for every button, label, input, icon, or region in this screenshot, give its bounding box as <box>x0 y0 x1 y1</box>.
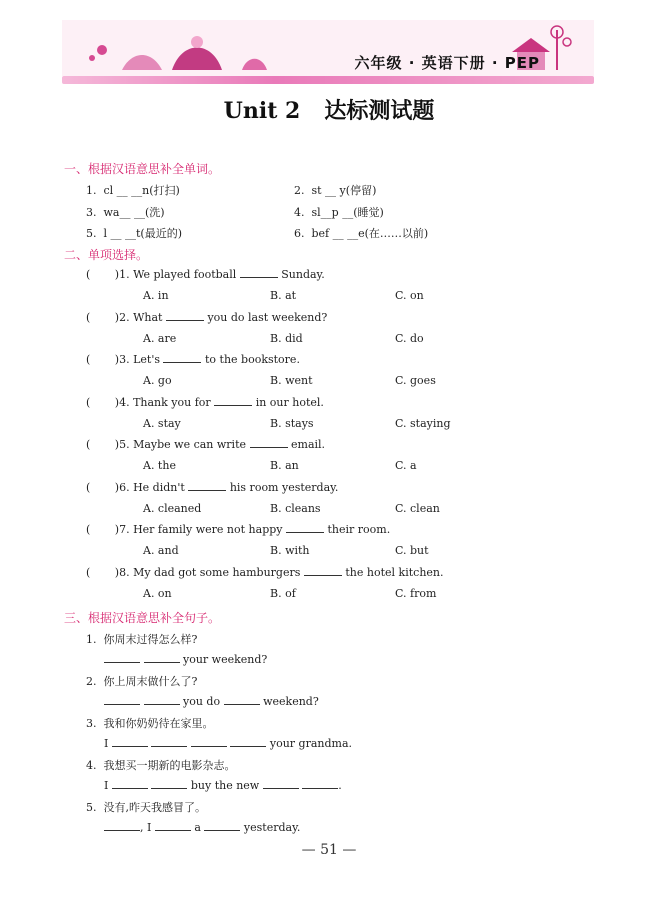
question-text-end: the hotel kitchen. <box>345 566 444 579</box>
section1-title: 一、根据汉语意思补全单词。 <box>64 162 221 176</box>
option-c[interactable]: C. but <box>395 544 429 557</box>
answer-blank[interactable] <box>112 746 148 747</box>
word-item: 1. cl __ __n(打扫) <box>86 184 180 197</box>
option-a[interactable]: A. in <box>143 289 169 302</box>
option-c[interactable]: C. from <box>395 587 437 600</box>
question-text: Maybe we can write <box>133 438 247 451</box>
question-number: )8. <box>114 566 130 579</box>
option-b[interactable]: B. with <box>270 544 310 557</box>
option-a[interactable]: A. are <box>143 332 177 345</box>
option-a[interactable]: A. and <box>143 544 179 557</box>
option-c[interactable]: C. clean <box>395 502 440 515</box>
question-text-end: email. <box>291 438 326 451</box>
answer-blank[interactable] <box>144 662 180 663</box>
answer-paren[interactable]: ( <box>86 481 115 494</box>
option-c[interactable]: C. goes <box>395 374 436 387</box>
answer-blank[interactable] <box>104 704 140 705</box>
option-c[interactable]: C. staying <box>395 417 451 430</box>
page-title <box>0 94 658 125</box>
option-c[interactable]: C. a <box>395 459 417 472</box>
question-number: )4. <box>114 396 130 409</box>
question-number: )3. <box>114 353 130 366</box>
question-text-end: in our hotel. <box>255 396 324 409</box>
answer-blank[interactable] <box>263 788 299 789</box>
question-text-end: his room yesterday. <box>229 481 339 494</box>
question-text-end: to the bookstore. <box>204 353 300 366</box>
answer-blank[interactable] <box>240 277 278 278</box>
sentence-answer-line: your weekend? <box>104 653 267 666</box>
page-number: — 51 — <box>301 842 357 858</box>
question-row <box>86 311 327 324</box>
answer-blank[interactable] <box>163 362 201 363</box>
question-text-end: Sunday. <box>281 268 325 281</box>
option-c[interactable]: C. do <box>395 332 424 345</box>
question-text: What <box>133 311 163 324</box>
option-b[interactable]: B. stays <box>270 417 314 430</box>
answer-blank[interactable] <box>112 788 148 789</box>
section3-title: 三、根据汉语意思补全句子。 <box>64 611 221 625</box>
answer-paren[interactable]: ( <box>86 438 115 451</box>
answer-blank[interactable] <box>286 532 324 533</box>
header-divider <box>62 76 594 84</box>
answer-blank[interactable] <box>230 746 266 747</box>
answer-blank[interactable] <box>104 830 140 831</box>
option-b[interactable]: B. an <box>270 459 299 472</box>
option-a[interactable]: A. on <box>143 587 172 600</box>
question-row <box>86 268 325 281</box>
sentence-prompt: 5. 没有,昨天我感冒了。 <box>86 801 206 814</box>
question-row <box>86 523 390 536</box>
question-number: )6. <box>114 481 130 494</box>
answer-blank[interactable] <box>302 788 338 789</box>
sentence-answer-line: I your grandma. <box>104 737 353 750</box>
question-row <box>86 438 325 451</box>
option-a[interactable]: A. stay <box>143 417 181 430</box>
answer-blank[interactable] <box>250 447 288 448</box>
question-number: )1. <box>114 268 130 281</box>
question-text: We played football <box>133 268 237 281</box>
answer-blank[interactable] <box>191 746 227 747</box>
book-series-title: 六年级 · 英语下册 · PEP <box>354 54 540 72</box>
test-name: 达标测试题 <box>324 98 435 124</box>
question-text: Thank you for <box>133 396 211 409</box>
word-item: 6. bef __ __e(在……以前) <box>294 227 429 240</box>
sentence-prompt: 1. 你周末过得怎么样? <box>86 633 198 646</box>
answer-blank[interactable] <box>104 662 140 663</box>
option-b[interactable]: B. went <box>270 374 313 387</box>
answer-blank[interactable] <box>224 704 260 705</box>
answer-paren[interactable]: ( <box>86 311 115 324</box>
question-row <box>86 353 300 366</box>
option-b[interactable]: B. of <box>270 587 296 600</box>
sentence-prompt: 3. 我和你奶奶待在家里。 <box>86 717 214 730</box>
answer-blank[interactable] <box>151 746 187 747</box>
option-a[interactable]: A. cleaned <box>143 502 202 515</box>
answer-paren[interactable]: ( <box>86 523 115 536</box>
sentence-answer-line: I buy the new . <box>104 779 342 792</box>
option-b[interactable]: B. cleans <box>270 502 321 515</box>
word-item: 2. st __ y(停留) <box>294 184 377 197</box>
sentence-answer-line: you do weekend? <box>104 695 319 708</box>
option-a[interactable]: A. the <box>143 459 176 472</box>
option-b[interactable]: B. did <box>270 332 303 345</box>
question-row <box>86 481 338 494</box>
question-number: )2. <box>114 311 130 324</box>
answer-blank[interactable] <box>151 788 187 789</box>
word-item: 4. sl__p __(睡觉) <box>294 206 384 219</box>
sentence-answer-line: , I a yesterday. <box>104 821 300 834</box>
unit-label: Unit 2 <box>223 98 301 124</box>
sentence-prompt: 4. 我想买一期新的电影杂志。 <box>86 759 236 772</box>
option-b[interactable]: B. at <box>270 289 297 302</box>
answer-paren[interactable]: ( <box>86 396 115 409</box>
question-text: Let's <box>133 353 160 366</box>
word-item: 5. l __ __t(最近的) <box>86 227 183 240</box>
answer-paren[interactable]: ( <box>86 566 115 579</box>
section2-title: 二、单项选择。 <box>64 248 149 262</box>
answer-blank[interactable] <box>144 704 180 705</box>
answer-blank[interactable] <box>166 320 204 321</box>
word-item: 3. wa__ __(洗) <box>86 206 165 219</box>
answer-blank[interactable] <box>214 405 252 406</box>
question-number: )7. <box>114 523 130 536</box>
question-text: My dad got some hamburgers <box>133 566 301 579</box>
question-row <box>86 566 444 579</box>
sentence-prompt: 2. 你上周末做什么了? <box>86 675 198 688</box>
option-a[interactable]: A. go <box>143 374 172 387</box>
option-c[interactable]: C. on <box>395 289 424 302</box>
answer-blank[interactable] <box>155 830 191 831</box>
answer-blank[interactable] <box>204 830 240 831</box>
question-text: He didn't <box>133 481 185 494</box>
question-text: Her family were not happy <box>133 523 283 536</box>
answer-paren[interactable]: ( <box>86 268 115 281</box>
answer-blank[interactable] <box>188 490 226 491</box>
answer-blank[interactable] <box>304 575 342 576</box>
question-row <box>86 396 324 409</box>
question-number: )5. <box>114 438 130 451</box>
question-text-end: their room. <box>327 523 391 536</box>
question-text-end: you do last weekend? <box>207 311 328 324</box>
answer-paren[interactable]: ( <box>86 353 115 366</box>
